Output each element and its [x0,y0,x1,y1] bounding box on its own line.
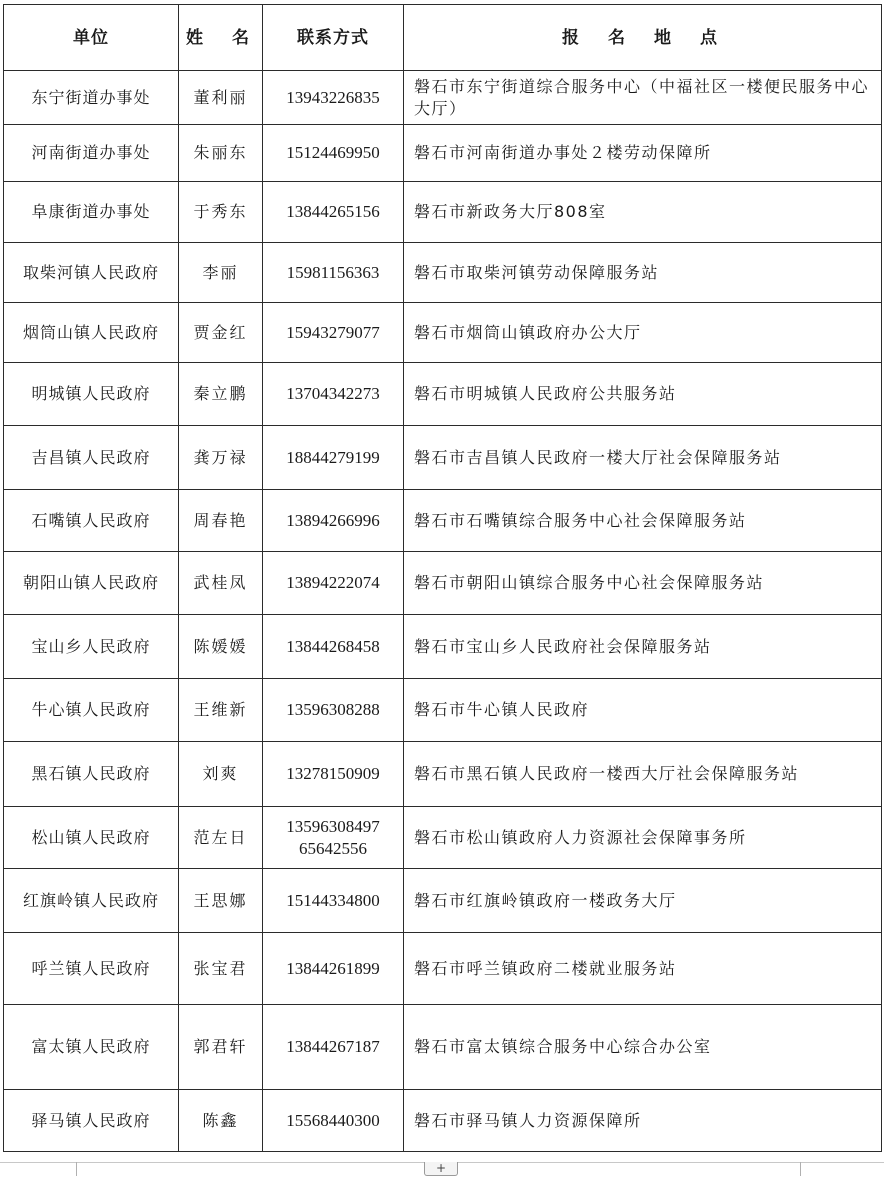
cell-unit: 松山镇人民政府 [4,807,179,869]
tab-bar-divider-left [0,1162,424,1163]
cell-phone [263,933,404,1005]
cell-unit: 朝阳山镇人民政府 [4,552,179,615]
phone-number: 15943279077 [286,322,380,342]
cell-location: 磐石市取柴河镇劳动保障服务站 [404,243,882,303]
cell-unit: 东宁街道办事处 [4,71,179,125]
add-tab-button[interactable]: + [424,1162,458,1176]
registration-table [3,4,882,1152]
phone-number: 15981156363 [286,262,380,282]
table-row [4,363,882,426]
cell-phone [263,742,404,807]
table-row [4,125,882,182]
header-name: 姓 名 [179,5,263,71]
cell-unit: 呼兰镇人民政府 [4,933,179,1005]
cell-phone [263,615,404,679]
tab-bar-tick [76,1162,77,1176]
phone-number: 13704342273 [286,384,380,403]
header-unit: 单位 [4,5,179,71]
cell-phone [263,182,404,243]
cell-phone [263,552,404,615]
cell-name: 陈鑫 [179,1090,263,1152]
cell-unit: 富太镇人民政府 [4,1005,179,1090]
header-row [4,5,882,71]
table-row [4,933,882,1005]
cell-location: 磐石市朝阳山镇综合服务中心社会保障服务站 [404,552,882,615]
cell-phone [263,1005,404,1090]
cell-name: 刘爽 [179,742,263,807]
cell-phone [263,125,404,182]
header-location: 报 名 地 点 [404,5,882,71]
cell-unit: 牛心镇人民政府 [4,679,179,742]
cell-name: 李丽 [179,243,263,303]
cell-unit: 驿马镇人民政府 [4,1090,179,1152]
tab-bar-divider-right [458,1162,884,1163]
table-row [4,243,882,303]
cell-name: 于秀东 [179,182,263,243]
cell-phone [263,71,404,125]
cell-name: 范左日 [179,807,263,869]
phone-number: 15124469950 [286,143,380,162]
cell-location: 磐石市东宁街道综合服务中心（中福社区一楼便民服务中心大厅） [404,71,882,125]
cell-location: 磐石市烟筒山镇政府办公大厅 [404,303,882,363]
phone-number: 65642556 [299,838,367,858]
table-row [4,615,882,679]
cell-name: 秦立鹏 [179,363,263,426]
cell-phone [263,243,404,303]
cell-location: 磐石市牛心镇人民政府 [404,679,882,742]
phone-number: 13894222074 [286,573,380,592]
phone-number: 13894266996 [286,510,380,530]
cell-name: 周春艳 [179,490,263,552]
cell-unit: 明城镇人民政府 [4,363,179,426]
cell-name: 贾金红 [179,303,263,363]
cell-location: 磐石市新政务大厅808室 [404,182,882,243]
phone-number: 13278150909 [286,764,380,783]
table-row [4,869,882,933]
cell-unit: 黑石镇人民政府 [4,742,179,807]
cell-location: 磐石市富太镇综合服务中心综合办公室 [404,1005,882,1090]
cell-location: 磐石市松山镇政府人力资源社会保障事务所 [404,807,882,869]
cell-unit: 烟筒山镇人民政府 [4,303,179,363]
cell-location: 磐石市石嘴镇综合服务中心社会保障服务站 [404,490,882,552]
table-row [4,426,882,490]
cell-unit: 吉昌镇人民政府 [4,426,179,490]
cell-unit: 阜康街道办事处 [4,182,179,243]
cell-name: 郭君轩 [179,1005,263,1090]
cell-phone [263,679,404,742]
cell-phone [263,303,404,363]
phone-number: 13844261899 [286,958,380,978]
phone-number: 15568440300 [286,1110,380,1130]
table-row [4,71,882,125]
cell-name: 陈媛媛 [179,615,263,679]
header-contact: 联系方式 [263,5,404,71]
cell-location: 磐石市红旗岭镇政府一楼政务大厅 [404,869,882,933]
cell-unit: 取柴河镇人民政府 [4,243,179,303]
phone-number: 13844265156 [286,202,380,221]
cell-phone [263,426,404,490]
cell-unit: 河南街道办事处 [4,125,179,182]
sheet-tab-bar [0,1162,884,1179]
phone-number: 13844267187 [286,1037,380,1056]
cell-unit: 宝山乡人民政府 [4,615,179,679]
cell-location: 磐石市驿马镇人力资源保障所 [404,1090,882,1152]
cell-phone [263,807,404,869]
table-row [4,742,882,807]
cell-name: 朱丽东 [179,125,263,182]
cell-name: 王维新 [179,679,263,742]
phone-number: 18844279199 [286,447,380,467]
cell-location: 磐石市河南街道办事处２楼劳动保障所 [404,125,882,182]
phone-number: 13943226835 [286,87,380,107]
cell-unit: 红旗岭镇人民政府 [4,869,179,933]
table-row [4,1090,882,1152]
cell-location: 磐石市黑石镇人民政府一楼西大厅社会保障服务站 [404,742,882,807]
tab-bar-tick [800,1162,801,1176]
cell-location: 磐石市呼兰镇政府二楼就业服务站 [404,933,882,1005]
table-row [4,679,882,742]
cell-unit: 石嘴镇人民政府 [4,490,179,552]
cell-location: 磐石市明城镇人民政府公共服务站 [404,363,882,426]
cell-phone [263,1090,404,1152]
cell-location: 磐石市宝山乡人民政府社会保障服务站 [404,615,882,679]
phone-number: 13596308497 [286,816,380,836]
phone-number: 15144334800 [286,890,380,910]
cell-phone [263,869,404,933]
table-body [4,71,882,1152]
cell-phone [263,490,404,552]
table-row [4,552,882,615]
table-row [4,1005,882,1090]
cell-name: 武桂凤 [179,552,263,615]
cell-name: 张宝君 [179,933,263,1005]
cell-location: 磐石市吉昌镇人民政府一楼大厅社会保障服务站 [404,426,882,490]
cell-name: 董利丽 [179,71,263,125]
cell-name: 王思娜 [179,869,263,933]
table-row [4,182,882,243]
table-row [4,490,882,552]
table-row [4,303,882,363]
cell-name: 龚万禄 [179,426,263,490]
phone-number: 13596308288 [286,700,380,719]
phone-number: 13844268458 [286,636,380,656]
table-row [4,807,882,869]
cell-phone [263,363,404,426]
